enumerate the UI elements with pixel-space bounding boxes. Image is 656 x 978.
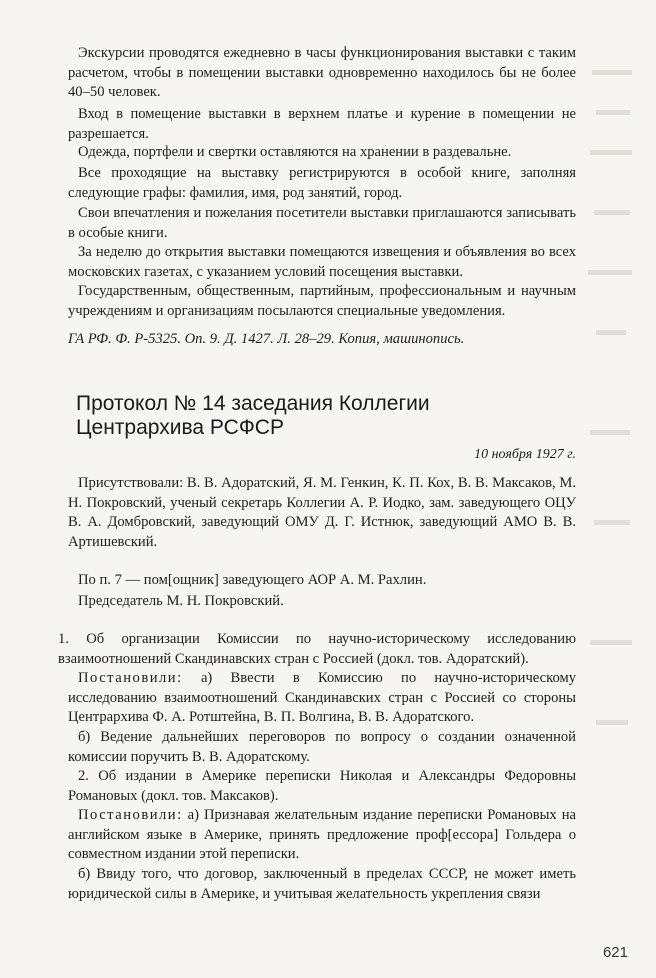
agenda-item-2: 2. Об издании в Америке переписки Николая и Александры Федоровны Романовых (докл. тов. Максаков). <box>68 768 576 804</box>
page-number: 621 <box>602 944 628 961</box>
protocol-title-line1: Протокол № 14 заседания Коллегии <box>76 392 430 415</box>
agenda-item-1: 1. Об организации Комиссии по научно-историческому исследованию взаимоотношений Скандинавских стран с Россией (докл. тов. Адоратский). <box>58 631 576 667</box>
paragraph-entry-rules: Вход в помещение выставки в верхнем платье и курение в помещении не разрешается. <box>68 106 576 142</box>
chairman-line: Председатель М. Н. Покровский. <box>78 593 284 609</box>
protocol-date: 10 ноября 1927 г. <box>474 447 576 462</box>
archival-source: ГА РФ. Ф. Р-5325. Оп. 9. Д. 1427. Л. 28–29. Копия, машинопись. <box>68 331 465 347</box>
paragraph-excursions: Экскурсии проводятся ежедневно в часы функционирования выставки с таким расчетом, чтобы в помещении выставки одновременно находилось бы не более 40–50 человек. <box>68 45 576 100</box>
item1-resolution-a <box>68 669 576 728</box>
paragraph-newspapers: За неделю до открытия выставки помещаются извещения и объявления во всех московских газетах, с указанием условий посещения выставки. <box>68 244 576 280</box>
paragraph-impressions: Свои впечатления и пожелания посетители выставки приглашаются записывать в особые книги. <box>68 205 576 241</box>
item1-resolution-a-text: а) Ввести в Комиссию по научно-историческому исследованию взаимоотношений Скандинавских стран с Россией со стороны Центрархива Ф. А. Ротштейна, В. П. Волгина, В. В. Адоратского. <box>68 670 576 725</box>
item2-resolution-a <box>68 806 576 865</box>
item7-attendee: По п. 7 — пом[ощник] заведующего АОР А. М. Рахлин. <box>78 572 427 588</box>
item2-resolution-a-text: а) Признавая желательным издание переписки Романовых на английском языке в Америке, принять предложение проф[ессора] Гольдера о совместном издании этой переписки. <box>68 807 576 862</box>
resolved-label: Постановили: <box>78 670 183 686</box>
item1-resolution-b: б) Ведение дальнейших переговоров по вопросу о создании означенной комиссии поручить В. В. Адоратскому. <box>68 729 576 765</box>
paragraph-notifications: Государственным, общественным, партийным, профессиональным и научным учреждениям и организациям посылаются специальные уведомления. <box>68 283 576 319</box>
attendees-paragraph: Присутствовали: В. В. Адоратский, Я. М. Генкин, К. П. Кох, В. В. Максаков, М. Н. Покровский, ученый секретарь Коллегии А. Р. Иодко, зам. заведующего ОЦУ В. А. Домбровский, заведующий ОМУ Д. Г. Истнюк, заведующий АМО В. В. Артишевский. <box>68 475 576 550</box>
paragraph-registration: Все проходящие на выставку регистрируются в особой книге, заполняя следующие графы: фамилия, имя, род занятий, город. <box>68 165 576 201</box>
item2-resolution-b: б) Ввиду того, что договор, заключенный в пределах СССР, не может иметь юридической силы в Америке, и учитывая желательность укрепления связи <box>68 866 576 902</box>
resolved-label: Постановили: <box>78 807 183 823</box>
protocol-title-line2: Центрархива РСФСР <box>76 416 284 439</box>
paragraph-cloakroom: Одежда, портфели и свертки оставляются на хранении в раздевальне. <box>78 144 512 160</box>
protocol-title <box>76 392 576 440</box>
